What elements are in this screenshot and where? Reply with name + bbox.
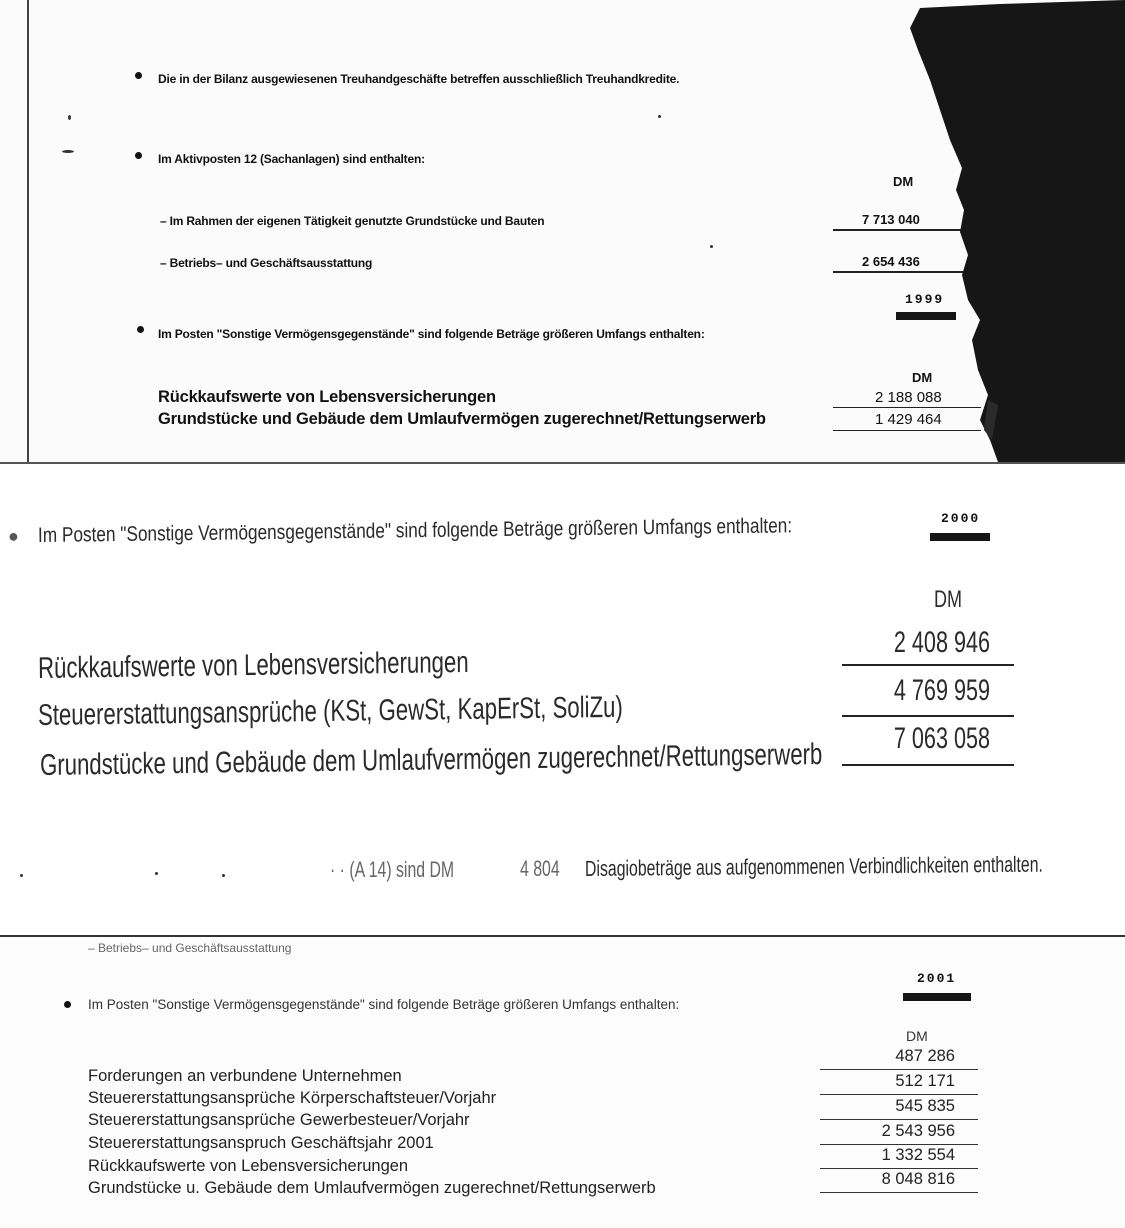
row-label: Grundstücke und Gebäude dem Umlaufvermögen zugerechnet/Rettungserwerb (39, 737, 823, 782)
year-label: 2001 (917, 971, 957, 986)
unit-label: DM (912, 370, 933, 385)
row-value: 545 835 (895, 1097, 955, 1115)
footer-amount: 4 804 (520, 856, 560, 881)
row-value: 487 286 (895, 1047, 955, 1065)
unit-label: DM (934, 586, 962, 613)
underline (820, 1192, 978, 1193)
row-label: Rückkaufswerte von Lebensversicherungen (88, 1157, 409, 1175)
underline (820, 1119, 978, 1120)
row-label: Steuererstattungsansprüche (KSt, GewSt, KapErSt, SoliZu) (37, 690, 623, 732)
row-value: 8 048 816 (881, 1170, 955, 1188)
scan-speck (658, 115, 661, 118)
row-value: 4 769 959 (893, 674, 990, 707)
row-label: – Im Rahmen der eigenen Tätigkeit genutzte Grundstücke und Bauten (160, 214, 545, 228)
row-value: 7 063 058 (893, 722, 990, 755)
redaction-bar (930, 533, 990, 541)
row-value: 2 188 088 (875, 389, 942, 406)
underline (820, 1094, 978, 1095)
row-value: 2 408 946 (893, 626, 990, 659)
bullet-text-sonstige: Im Posten "Sonstige Vermögensgegenstände" sind folgende Beträge größeren Umfangs enthalten: (158, 327, 705, 341)
row-label: Steuererstattungsansprüche Körperschaftsteuer/Vorjahr (88, 1089, 497, 1107)
row-label: Forderungen an verbundene Unternehmen (88, 1067, 402, 1085)
section-heading: Im Posten "Sonstige Vermögensgegenstände" sind folgende Beträge größeren Umfangs enthalten: (88, 997, 680, 1012)
redaction-blob (880, 0, 1125, 462)
row-label: Grundstücke und Gebäude dem Umlaufvermögen zugerechnet/Rettungserwerb (158, 410, 766, 428)
unit-label: DM (906, 1028, 928, 1044)
scan-speck (20, 874, 23, 877)
margin-line (27, 0, 29, 462)
scan-strip-2001 (0, 935, 1125, 1228)
row-value: 2 543 956 (881, 1122, 955, 1140)
year-label: 2000 (941, 511, 981, 526)
row-label: Steuererstattungsanspruch Geschäftsjahr 2001 (88, 1134, 434, 1152)
underline (842, 764, 1014, 766)
redaction-bar (903, 993, 971, 1001)
bullet-text-sachanlagen: Im Aktivposten 12 (Sachanlagen) sind enthalten: (158, 152, 425, 166)
scan-speck (62, 150, 74, 153)
underline (842, 664, 1014, 666)
underline (820, 1144, 978, 1145)
unit-label: DM (893, 174, 914, 189)
scan-speck (222, 874, 225, 877)
scan-speck (155, 872, 158, 875)
footer-cut-text: · · (A 14) sind DM (330, 857, 455, 882)
bullet-icon (64, 1001, 71, 1008)
bullet-icon (137, 326, 144, 333)
row-label: – Betriebs– und Geschäftsausstattung (160, 256, 373, 270)
footer-text: Disagiobeträge aus aufgenommenen Verbindlichkeiten enthalten. (584, 851, 1043, 881)
row-label: Grundstücke u. Gebäude dem Umlaufvermögen zugerechnet/Rettungserwerb (88, 1179, 656, 1197)
bullet-text-treuhand: Die in der Bilanz ausgewiesenen Treuhandgeschäfte betreffen ausschließlich Treuhandkredite. (158, 72, 680, 86)
scan-strip-2000 (0, 462, 1125, 937)
underline (820, 1168, 978, 1169)
row-value: 7 713 040 (862, 212, 920, 227)
bullet-icon (135, 152, 142, 159)
row-value: 1 429 464 (875, 411, 942, 428)
row-value: 512 171 (895, 1072, 955, 1090)
scan-speck (710, 245, 713, 248)
underline (842, 715, 1014, 717)
row-label: Rückkaufswerte von Lebensversicherungen (37, 645, 469, 685)
scan-strip-1999 (0, 0, 1125, 462)
bullet-icon: ● (8, 526, 19, 546)
scan-speck (68, 115, 71, 120)
row-label: Rückkaufswerte von Lebensversicherungen (158, 388, 496, 406)
row-value: 1 332 554 (881, 1146, 955, 1164)
cut-line-text: – Betriebs– und Geschäftsausstattung (88, 941, 292, 955)
row-value: 2 654 436 (862, 254, 920, 269)
row-label: Steuererstattungsansprüche Gewerbesteuer/Vorjahr (88, 1111, 470, 1129)
bullet-icon (135, 72, 142, 79)
underline (820, 1069, 978, 1070)
year-label: 1999 (905, 292, 945, 307)
section-heading: Im Posten "Sonstige Vermögensgegenstände" sind folgende Beträge größeren Umfangs enthalten: (37, 514, 793, 547)
